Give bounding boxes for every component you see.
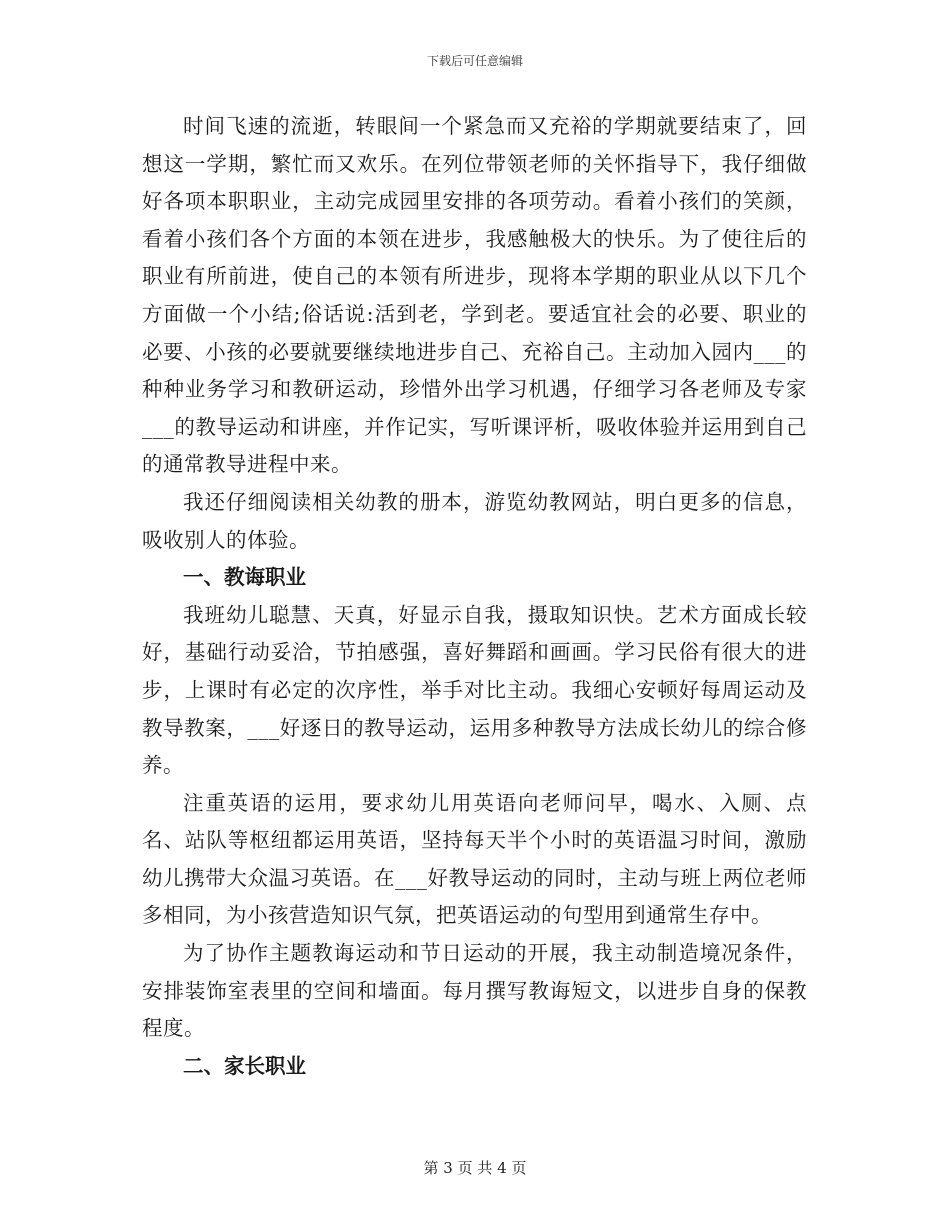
section-heading-parents: 二、家长职业 (183, 1053, 306, 1078)
paragraph-environment: 为了协作主题教诲运动和节日运动的开展，我主动制造境况条件，安排装饰室表里的空间和墙面。每月撰写教诲短文，以进步自身的保教程度。 (142, 941, 807, 1041)
page-header: 下载后可任意编辑 (426, 54, 523, 68)
document-body (142, 108, 807, 1085)
paragraph-english: 注重英语的运用，要求幼儿用英语向老师问早，喝水、入厕、点名、站队等枢纽都运用英语，坚持每天半个小时的英语温习时间，激励幼儿携带大众温习英语。在___好教导运动的同时，主动与班上两位老师多相同，为小孩营造知识气氛，把英语运动的句型用到通常生存中。 (142, 790, 807, 928)
paragraph-reading: 我还仔细阅读相关幼教的册本，游览幼教网站，明白更多的信息，吸收别人的体验。 (142, 489, 807, 552)
page-footer: 第 3 页 共 4 页 (423, 1159, 527, 1177)
paragraph-intro: 时间飞速的流逝，转眼间一个紧急而又充裕的学期就要结束了，回想这一学期，繁忙而又欢乐。在列位带领老师的关怀指导下，我仔细做好各项本职职业，主动完成园里安排的各项劳动。看着小孩们的笑颜，看着小孩们各个方面的本领在进步，我感触极大的快乐。为了使往后的职业有所前进，使自己的本领有所进步，现将本学期的职业从以下几个方面做一个小结;俗话说:活到老，学到老。要适宜社会的必要、职业的必要、小孩的必要就要继续地进步自己、充裕自己。主动加入园内___的种种业务学习和教研运动，珍惜外出学习机遇，仔细学习各老师及专家___的教导运动和讲座，并作记实，写听课评析，吸收体验并运用到自己的通常教导进程中来。 (142, 114, 807, 477)
paragraph-class-description: 我班幼儿聪慧、天真，好显示自我，摄取知识快。艺术方面成长较好，基础行动妥洽，节拍感强，喜好舞蹈和画画。学习民俗有很大的进步，上课时有必定的次序性，举手对比主动。我细心安顿好每周运动及教导教案，___好逐日的教导运动，运用多种教导方法成长幼儿的综合修养。 (142, 602, 807, 778)
section-heading-teaching: 一、教诲职业 (183, 565, 306, 590)
